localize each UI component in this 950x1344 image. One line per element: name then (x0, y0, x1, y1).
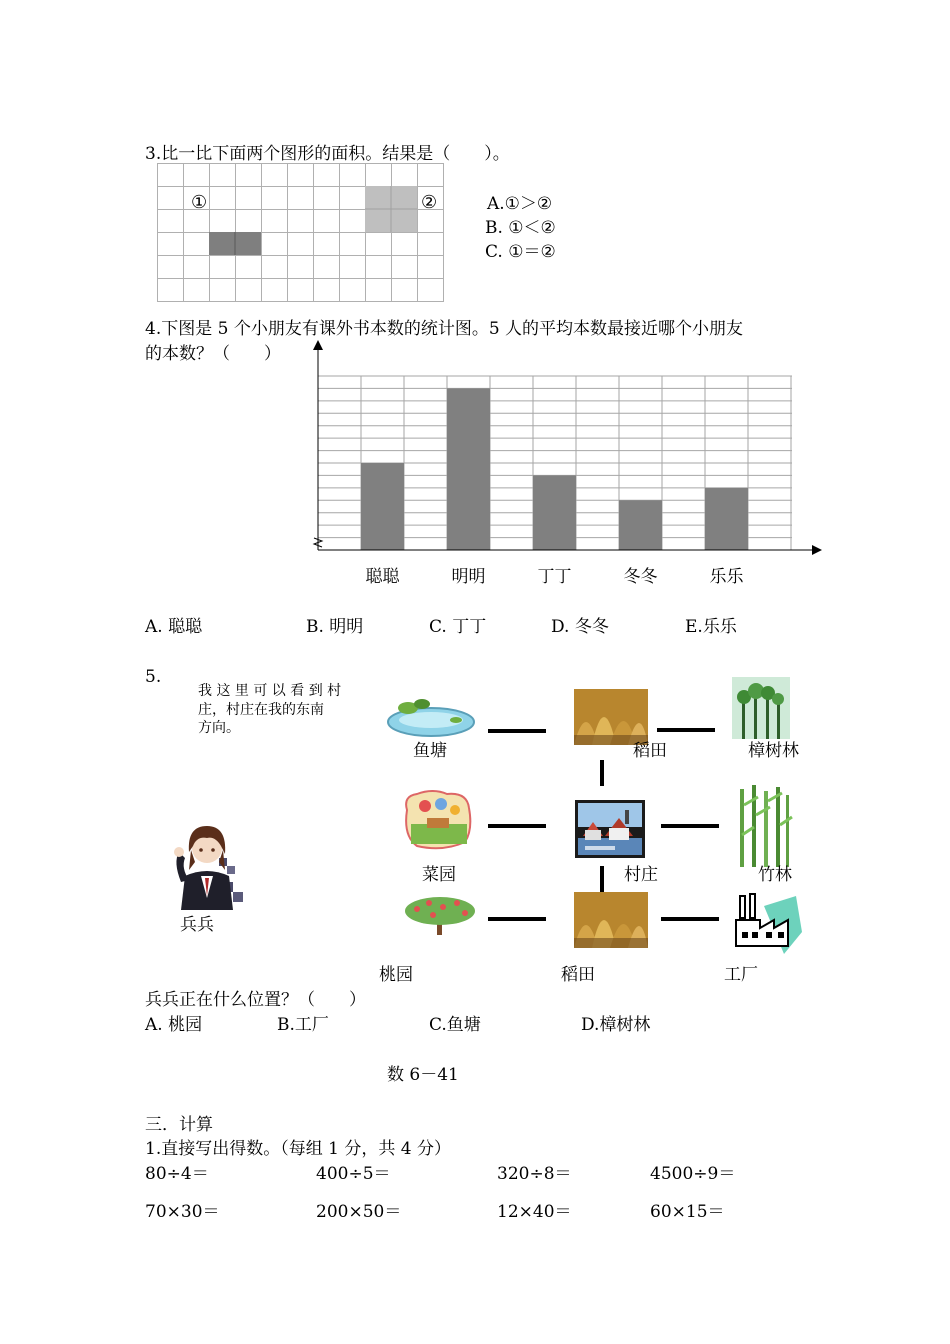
x-tick-label-1: 聪聪 (365, 567, 400, 587)
y-axis-arrow (313, 340, 323, 350)
vegetable-garden-icon (403, 790, 473, 850)
q4-option-c: C. 丁丁 (429, 617, 487, 637)
place-camphor-forest: 樟树林 (748, 741, 799, 761)
road-village-ricefield (600, 866, 604, 892)
calc-1-3: 320÷8＝ (497, 1164, 572, 1184)
shape-2-light-square (365, 186, 417, 232)
village-icon (575, 800, 645, 858)
x-tick-label-5: 乐乐 (709, 567, 744, 587)
calc-2-2: 200×50＝ (316, 1202, 402, 1222)
page-number: 数 6－41 (387, 1065, 459, 1085)
ricefield-top-icon (574, 689, 648, 745)
fishpond-icon (386, 696, 476, 738)
road-fishpond-ricefield (488, 729, 546, 733)
q5-question: 兵兵正在什么位置？（ ） (145, 990, 366, 1010)
calc-2-1: 70×30＝ (145, 1202, 220, 1222)
ricefield-bottom-icon (574, 892, 648, 948)
place-peach-orchard: 桃园 (379, 965, 413, 985)
bar-1 (361, 463, 404, 550)
calc-1-4: 4500÷9＝ (650, 1164, 736, 1184)
grid-lines (157, 163, 444, 302)
road-garden-village (488, 824, 546, 828)
person-bingbing-illustration (167, 822, 247, 912)
calc-1-1: 80÷4＝ (145, 1164, 209, 1184)
road-ricefield-factory (661, 917, 719, 921)
peach-orchard-icon (403, 895, 477, 935)
q3-title: 3.比一比下面两个图形的面积。结果是（ ）。 (145, 144, 510, 164)
calc-1-2: 400÷5＝ (316, 1164, 391, 1184)
q5-option-c: C.鱼塘 (429, 1015, 481, 1035)
place-village: 村庄 (624, 865, 658, 885)
bar-chart (312, 340, 822, 565)
bamboo-forest-icon (732, 785, 794, 867)
place-fishpond: 鱼塘 (413, 741, 447, 761)
bar-5 (705, 488, 748, 550)
speech-line-1: 我 这 里 可 以 看 到 村 (198, 683, 342, 699)
road-ricefield-camphor (657, 728, 715, 732)
bar-4 (619, 500, 662, 550)
q4-option-a: A. 聪聪 (145, 617, 203, 637)
q5-number: 5. (145, 667, 162, 687)
road-village-bamboo (661, 824, 719, 828)
bar-3 (533, 475, 576, 550)
q3-option-a: A.①＞② (487, 194, 553, 214)
place-bamboo-forest: 竹林 (758, 865, 792, 885)
speech-line-2: 庄，村庄在我的东南 (198, 702, 324, 718)
place-factory: 工厂 (724, 965, 758, 985)
q5-option-d: D.樟树林 (581, 1015, 651, 1035)
section3-q1-title: 1.直接写出得数。（每组 1 分，共 4 分） (145, 1139, 451, 1159)
q3-grid-figure (157, 163, 447, 303)
x-tick-label-4: 冬冬 (623, 567, 658, 587)
q3-option-b: B. ①＜② (485, 218, 556, 238)
q4-line1: 4.下图是 5 个小朋友有课外书本数的统计图。5 人的平均本数最接近哪个小朋友 (145, 319, 744, 339)
q5-option-a: A. 桃园 (145, 1015, 203, 1035)
calc-2-3: 12×40＝ (497, 1202, 572, 1222)
q4-line2: 的本数？（ ） (145, 344, 281, 364)
place-vegetable-garden: 菜园 (422, 865, 456, 885)
bar-2 (447, 388, 490, 550)
section3-title: 三．计算 (145, 1115, 213, 1135)
shape-1-label: ① (191, 192, 208, 213)
q4-option-b: B. 明明 (306, 617, 364, 637)
x-tick-label-3: 丁丁 (537, 567, 572, 587)
x-tick-label-2: 明明 (451, 567, 486, 587)
road-ricefield-village (600, 760, 604, 786)
camphor-forest-icon (732, 677, 790, 739)
person-name: 兵兵 (180, 915, 214, 935)
axis-break-mark (314, 538, 322, 547)
x-axis-arrow (812, 545, 822, 555)
road-orchard-ricefield (488, 917, 546, 921)
place-ricefield-top: 稻田 (633, 741, 667, 761)
place-ricefield-bottom: 稻田 (561, 965, 595, 985)
q3-option-c: C. ①＝② (485, 242, 556, 262)
shape-2-label: ② (421, 192, 438, 213)
calc-2-4: 60×15＝ (650, 1202, 725, 1222)
factory-icon (734, 892, 804, 960)
q4-option-e: E.乐乐 (685, 617, 737, 637)
q5-option-b: B.工厂 (277, 1015, 329, 1035)
shape-1-dark-rectangle (209, 232, 261, 255)
speech-line-3: 方向。 (198, 720, 240, 736)
q4-option-d: D. 冬冬 (551, 617, 609, 637)
